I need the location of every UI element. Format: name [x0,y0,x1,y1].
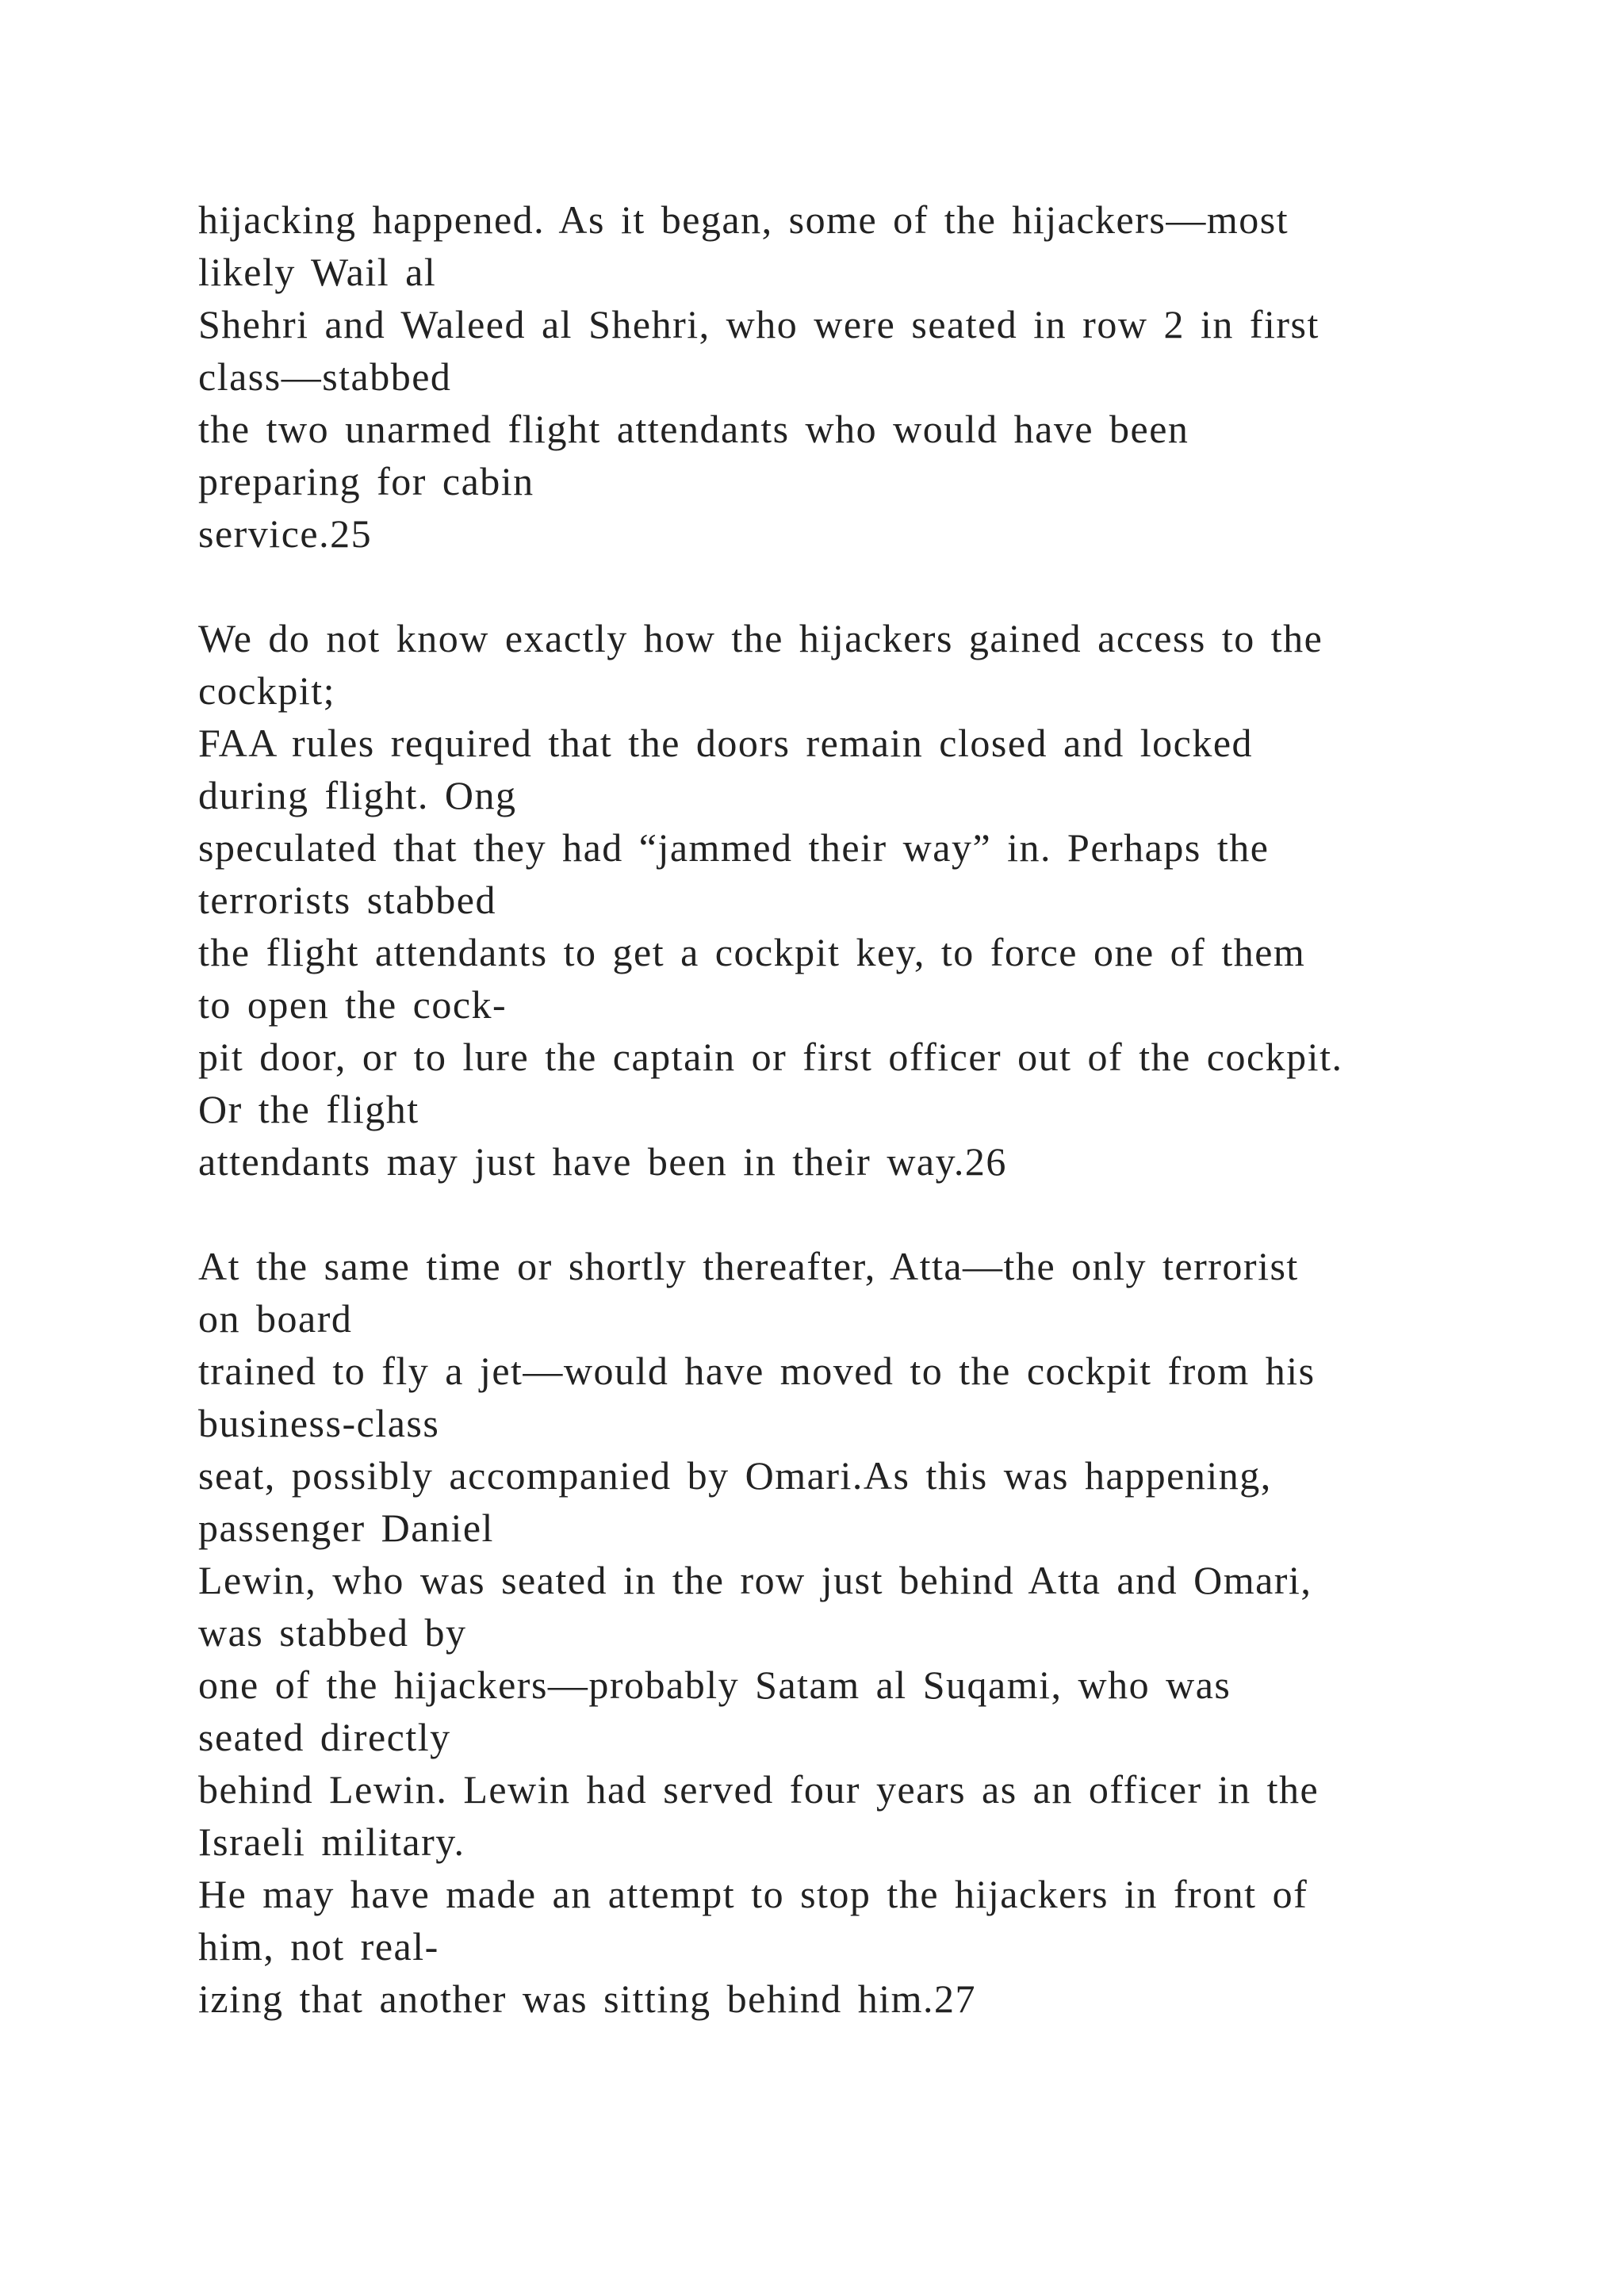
text-line: him, not real- [198,1924,439,1969]
text-line: was stabbed by [198,1610,467,1655]
text-line: class—stabbed [198,354,452,399]
text-line: the flight attendants to get a cockpit key, to force one of them [198,930,1306,974]
text-line: one of the hijackers—probably Satam al Suqami, who was [198,1663,1231,1707]
text-line: to open the cock- [198,982,508,1027]
paragraph-gap [198,560,1562,612]
text-line: At the same time or shortly thereafter, Atta—the only terrorist [198,1244,1299,1288]
text-line: during flight. Ong [198,773,517,817]
text-line: seated directly [198,1715,451,1759]
text-line: service.25 [198,511,373,556]
text-line: trained to fly a jet—would have moved to the cockpit from his [198,1349,1316,1393]
text-line: passenger Daniel [198,1506,494,1550]
text-line: Lewin, who was seated in the row just behind Atta and Omari, [198,1558,1312,1602]
text-line: behind Lewin. Lewin had served four years as an officer in the [198,1767,1320,1812]
text-line: business-class [198,1401,440,1445]
text-line: speculated that they had “jammed their way” in. Perhaps the [198,825,1270,870]
paragraph-1 [198,193,1562,560]
text-line: He may have made an attempt to stop the hijackers in front of [198,1872,1308,1916]
text-line: Or the flight [198,1087,419,1131]
paragraph-2 [198,612,1562,1188]
text-line: on board [198,1296,353,1341]
text-line: cockpit; [198,668,336,713]
text-line: Israeli military. [198,1820,465,1864]
text-line: hijacking happened. As it began, some of the hijackers—most [198,197,1289,242]
text-line: We do not know exactly how the hijackers gained access to the [198,616,1323,660]
text-line: FAA rules required that the doors remain closed and locked [198,721,1254,765]
text-line: Shehri and Waleed al Shehri, who were seated in row 2 in first [198,302,1320,346]
text-line: attendants may just have been in their way.26 [198,1139,1007,1184]
text-line: likely Wail al [198,250,437,294]
text-line: preparing for cabin [198,459,534,503]
text-line: terrorists stabbed [198,878,496,922]
paragraph-3 [198,1240,1562,2025]
body-text [198,193,1562,2025]
text-line: izing that another was sitting behind him.27 [198,1976,977,2021]
text-line: pit door, or to lure the captain or first officer out of the cockpit. [198,1035,1343,1079]
text-line: the two unarmed flight attendants who would have been [198,407,1189,451]
text-line: seat, possibly accompanied by Omari.As this was happening, [198,1453,1272,1498]
paragraph-gap [198,1188,1562,1240]
